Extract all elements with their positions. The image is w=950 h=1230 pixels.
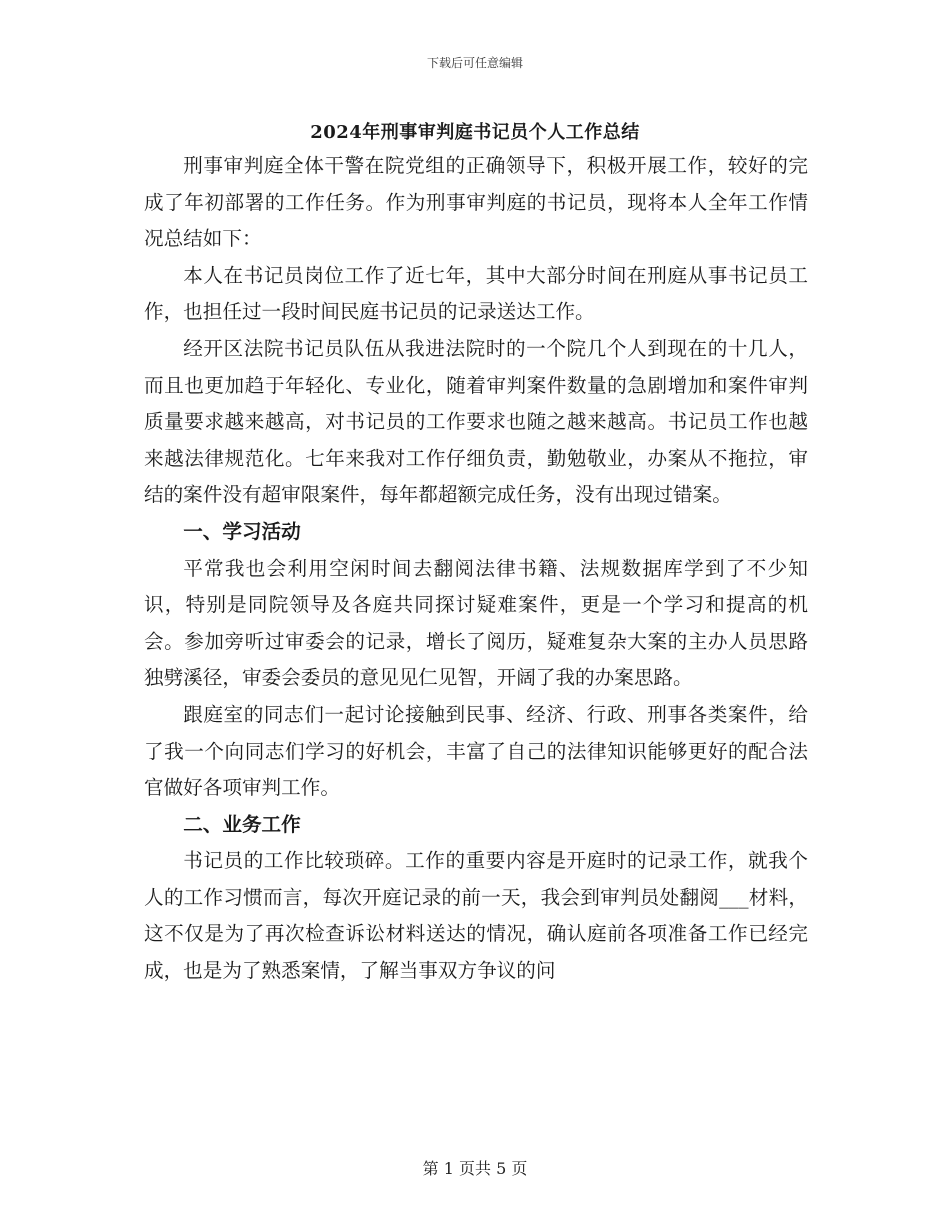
body-paragraph: 书记员的工作比较琐碎。工作的重要内容是开庭时的记录工作，就我个人的工作习惯而言，每次开庭记录的前一天，我会到审判员处翻阅___材料，这不仅是为了再次检查诉讼材料送达的情况，确认庭前各项准备工作已经完成，也是为了熟悉案情，了解当事双方争议的问 xyxy=(144,849,808,983)
document-body xyxy=(144,148,808,990)
body-paragraph: 平常我也会利用空闲时间去翻阅法律书籍、法规数据库学到了不少知识，特别是同院领导及各庭共同探讨疑难案件，更是一个学习和提高的机会。参加旁听过审委会的记录，增长了阅历，疑难复杂大案的主办人员思路独劈溪径，审委会委员的意见见仁见智，开阔了我的办案思路。 xyxy=(144,556,808,690)
page-header-note: 下载后可任意编辑 xyxy=(426,56,523,70)
document-title: 2024年刑事审判庭书记员个人工作总结 xyxy=(310,122,640,143)
body-paragraph: 本人在书记员岗位工作了近七年，其中大部分时间在刑庭从事书记员工作，也担任过一段时间民庭书记员的记录送达工作。 xyxy=(144,263,808,324)
section-heading-business: 二、业务工作 xyxy=(183,812,301,836)
body-paragraph: 经开区法院书记员队伍从我进法院时的一个院几个人到现在的十几人，而且也更加趋于年轻化、专业化，随着审判案件数量的急剧增加和案件审判质量要求越来越高，对书记员的工作要求也随之越来越高。书记员工作也越来越法律规范化。七年来我对工作仔细负责，勤勉敬业，办案从不拖拉，审结的案件没有超审限案件，每年都超额完成任务，没有出现过错案。 xyxy=(144,336,808,507)
page-number: 第 1 页共 5 页 xyxy=(422,1159,528,1178)
body-paragraph: 刑事审判庭全体干警在院党组的正确领导下，积极开展工作，较好的完成了年初部署的工作任务。作为刑事审判庭的书记员，现将本人全年工作情况总结如下： xyxy=(144,154,808,251)
body-paragraph: 跟庭室的同志们一起讨论接触到民事、经济、行政、刑事各类案件，给了我一个向同志们学习的好机会，丰富了自己的法律知识能够更好的配合法官做好各项审判工作。 xyxy=(144,702,808,800)
section-heading-study: 一、学习活动 xyxy=(183,519,301,543)
